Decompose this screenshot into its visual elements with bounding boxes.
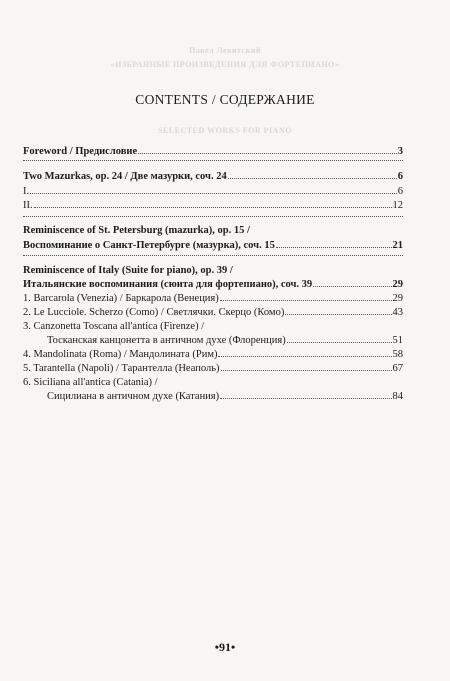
entry-label: Two Mazurkas, op. 24 / Две мазурки, соч. 24 <box>23 171 227 182</box>
entry-label: 4. Mandolinata (Roma) / Мандолината (Рим) <box>23 349 218 360</box>
entry-page: 29 <box>392 293 403 304</box>
leader-dots <box>221 370 392 371</box>
entry-label: Foreword / Предисловие <box>23 146 138 157</box>
entry-label: Итальянские воспоминания (сюита для фортепиано), соч. 39 <box>23 279 313 290</box>
toc-entry-foreword <box>23 145 403 159</box>
leader-dots <box>34 207 392 208</box>
leader-dots <box>287 342 392 343</box>
entry-page: 3 <box>397 146 403 157</box>
section-divider <box>23 255 403 256</box>
section-divider <box>23 216 403 217</box>
page-number: •91• <box>214 640 236 654</box>
entry-label: 1. Barcarola (Venezia) / Баркарола (Венеция) <box>23 293 219 304</box>
section-divider <box>23 160 403 161</box>
leader-dots <box>30 193 397 194</box>
entry-label: Reminiscence of Italy (Suite for piano), op. 39 / <box>23 265 233 276</box>
bleed-through-text: «ИЗБРАННЫЕ ПРОИЗВЕДЕНИЯ ДЛЯ ФОРТЕПИАНО» <box>110 60 340 69</box>
entry-label: Тосканская канцонетта в античном духе (Флоренция) <box>47 335 286 346</box>
entry-label: Reminiscence of St. Petersburg (mazurka), op. 15 / <box>23 225 250 236</box>
entry-label: 6. Siciliana all'antica (Catania) / <box>23 377 158 388</box>
entry-page: 6 <box>397 171 403 182</box>
leader-dots <box>285 314 391 315</box>
entry-page: 67 <box>392 363 403 374</box>
entry-page: 6 <box>397 186 403 197</box>
leader-dots <box>220 398 391 399</box>
leader-dots <box>276 247 392 248</box>
entry-label: II. <box>23 200 33 211</box>
leader-dots <box>228 178 397 179</box>
entry-page: 21 <box>392 240 403 251</box>
entry-label: Сицилиана в античном духе (Катания) <box>47 391 220 402</box>
entry-page: 58 <box>392 349 403 360</box>
entry-page: 29 <box>392 279 403 290</box>
entry-page: 51 <box>392 335 403 346</box>
leader-dots <box>218 356 391 357</box>
toc-section-mazurkas <box>23 170 403 213</box>
entry-page: 12 <box>392 200 403 211</box>
entry-label: 5. Tarantella (Napoli) / Тарантелла (Неаполь) <box>23 363 220 374</box>
toc-section-italy <box>23 264 403 404</box>
entry-label: I. <box>23 186 30 197</box>
leader-dots <box>220 300 392 301</box>
leader-dots <box>138 153 397 154</box>
entry-label: Воспоминание о Санкт-Петербурге (мазурка), соч. 15 <box>23 240 275 251</box>
bleed-through-text: SELECTED WORKS FOR PIANO <box>158 126 292 135</box>
contents-title: CONTENTS / СОДЕРЖАНИЕ <box>135 92 315 107</box>
entry-page: 84 <box>392 391 403 402</box>
entry-label: 3. Canzonetta Toscana all'antica (Firenze) / <box>23 321 205 332</box>
entry-page: 43 <box>392 307 403 318</box>
leader-dots <box>313 286 391 287</box>
bleed-through-text: Павел Левитский <box>189 46 261 55</box>
entry-label: 2. Le Lucciole. Scherzo (Como) / Светлячки. Скерцо (Комо) <box>23 307 285 318</box>
toc-section-st-petersburg <box>23 224 403 253</box>
